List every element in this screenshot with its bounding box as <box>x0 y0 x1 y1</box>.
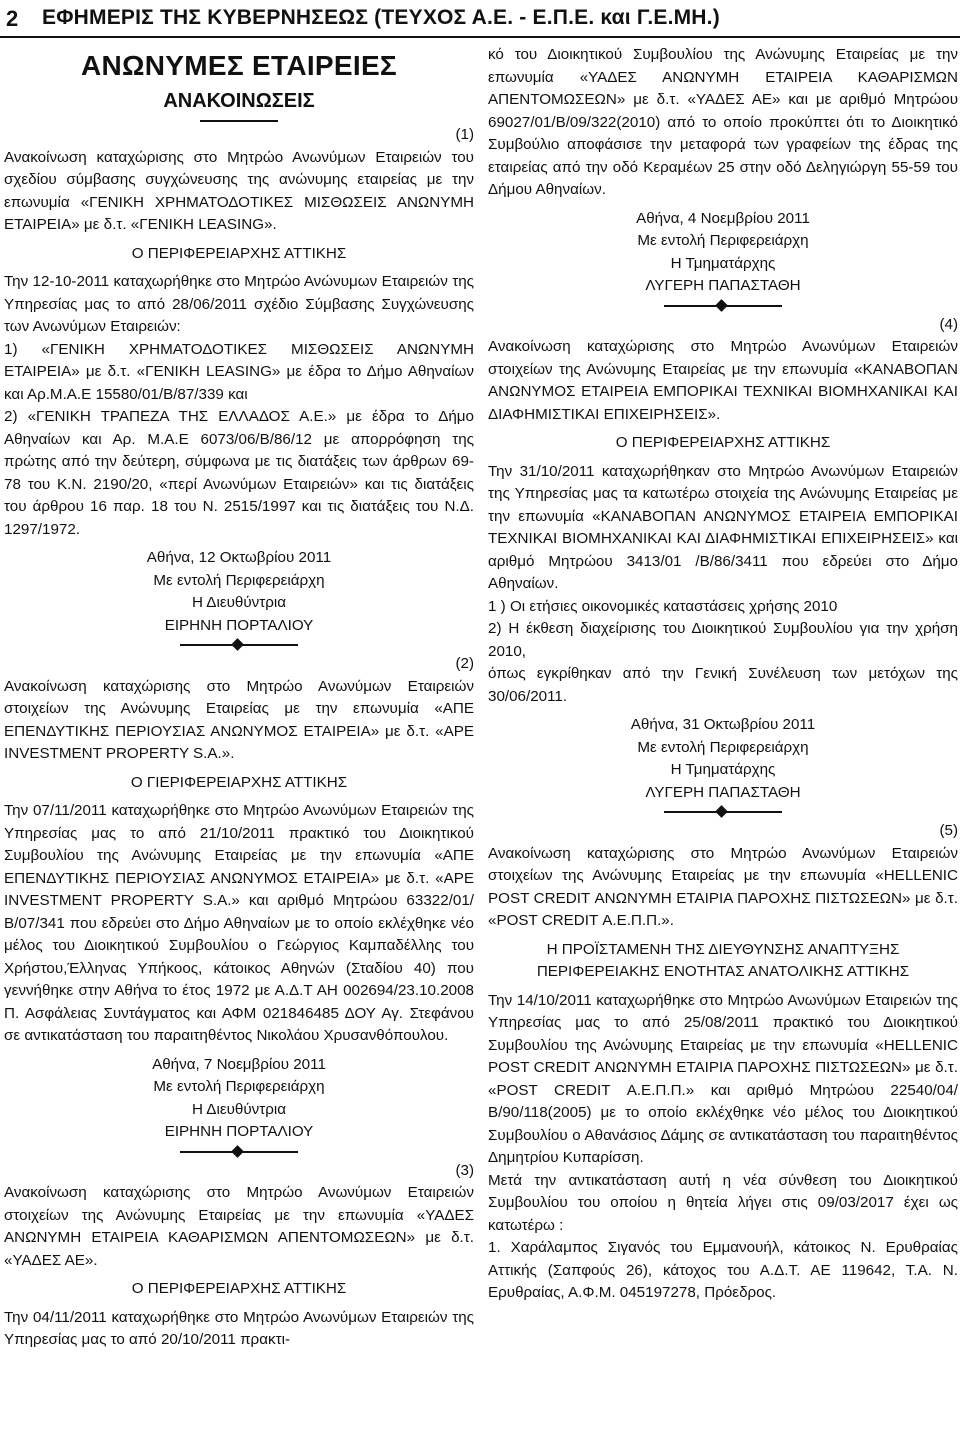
notice-3-date: Αθήνα, 4 Νοεμβρίου 2011 <box>636 209 810 227</box>
notice-1-signatory: ΕΙΡΗΝΗ ΠΟΡΤΑΛΙΟΥ <box>164 616 314 634</box>
notice-2-signatory: ΕΙΡΗΝΗ ΠΟΡΤΑΛΙΟΥ <box>164 1123 314 1140</box>
notice-2-number: (2) <box>455 655 474 672</box>
notice-5-member-1: 1. Χαράλαμπος Σιγανός του Εμμανουήλ, κάτοικος Ν. Ερυθραίας Αττικής (Σαπφούς 26), κάτοχος του Α.Δ.Τ. ΑΕ 119642, Τ.Α. Ν. Ερυθραίας, Α.Φ.Μ. 045197278, Πρόεδρος. <box>488 1239 958 1301</box>
diamond-icon <box>231 638 244 651</box>
notice-3-order: Με εντολή Περιφερειάρχη <box>637 232 809 249</box>
notice-4-item-3: όπως εγκρίθηκαν από την Γενική Συνέλευση των μετόχων της 30/06/2011. <box>488 665 958 705</box>
running-head: ΕΦΗΜΕΡΙΣ ΤΗΣ ΚΥΒΕΡΝΗΣΕΩΣ (ΤΕΥΧΟΣ Α.Ε. - Ε.Π.Ε. και Γ.Ε.ΜΗ.) <box>42 6 720 29</box>
diamond-icon <box>231 1145 244 1158</box>
left-column <box>4 44 474 1352</box>
page-header <box>0 0 960 40</box>
notice-2-authority: Ο ΓΙΕΡΙΦΕΡΕΙΑΡΧΗΣ ΑΤΤΙΚΗΣ <box>130 773 348 791</box>
notice-2-role: Η Διευθύντρια <box>191 1100 287 1118</box>
notice-5-authority-line-2: ΠΕΡΙΦΕΡΕΙΑΚΗΣ ΕΝΟΤΗΤΑΣ ΑΝΑΤΟΛΙΚΗΣ ΑΤΤΙΚΗΣ <box>536 963 910 980</box>
notice-4-number: (4) <box>939 315 958 333</box>
notice-5-number: (5) <box>939 822 958 839</box>
notice-4-date: Αθήνα, 31 Οκτωβρίου 2011 <box>630 716 816 733</box>
section-title: ΑΝΩΝΥΜΕΣ ΕΤΑΙΡΕΙΕΣ <box>80 50 398 81</box>
notice-1-item-1: 1) «ΓΕΝΙΚΗ ΧΡΗΜΑΤΟΔΟΤΙΚΕΣ ΜΙΣΘΩΣΕΙΣ ΑΝΩΝΥΜΗ ΕΤΑΙΡΕΙΑ» με δ.τ. «ΓΕΝΙΚΗ LEASING» με έδρα το Δήμο Αθηναίων και Αρ.Μ.Α.Ε 15580/01/Β/87/339 και <box>4 340 474 403</box>
page-number: 2 <box>6 6 19 31</box>
notice-4-heading: Ανακοίνωση καταχώρισης στο Μητρώο Ανωνύμων Εταιρειών στοιχείων της Ανώνυμης Εταιρείας με την επωνυμία «ΚΑΝΑΒΟΠΑΝ ΑΝΩΝΥΜΟΣ ΕΤΑΙΡΕΙΑ ΕΜΠΟΡΙΚΑΙ ΤΕΧΝΙΚΑΙ ΒΙΟΜΗΧΑΝΙΚΑΙ ΚΑΙ ΔΙΑΦΗΜΙΣΤΙΚΑΙ ΕΠΙΧΕΙΡΗΣΕΙΣ». <box>488 338 958 423</box>
notice-2-body: Την 07/11/2011 καταχωρήθηκε στο Μητρώο Ανωνύμων Εταιρειών της Υπηρεσίας μας το από 21/10/2011 πρακτικό του Διοικητικού Συμβουλίου της Ανώνυμης Εταιρείας με την επωνυμία «ΑΠΕ ΕΠΕΝΔΥΤΙΚΗΣ ΠΕΡΙΟΥΣΙΑΣ ΑΝΩΝΥΜΟΣ ΕΤΑΙΡΕΙΑ» με δ.τ. «APE INVESTMENT PROPERTY S.A.» και αριθμό Μητρώου 63322/01/Β/07/341 που εδρεύει στο Δήμο Αθηναίων με το οποίο εκλέχθηκε νέο μέλος του Διοικητικού Συμβουλίου ο Γεώργιος Καμπαδέλλης του Χρήστου,Έλληνας Υπήκοος, κάτοικος Αθηνών (Σταδίου 40) που γεννήθηκε στην Αθήνα το έτος 1972 με Α.Δ.Τ ΑΗ 002694/23.10.2008 Π. Ασφάλειας Συντάγματος και ΑΦΜ 021846485 ΔΟΥ Αγ. Στεφάνου σε αντικατάσταση του παραιτηθέντος Νικολάου Χρυσανθόπουλου. <box>4 802 474 1044</box>
notice-2-heading: Ανακοίνωση καταχώρισης στο Μητρώο Ανωνύμων Εταιρειών στοιχείων της Ανώνυμης Εταιρείας με την επωνυμία «ΑΠΕ ΕΠΕΝΔΥΤΙΚΗΣ ΠΕΡΙΟΥΣΙΑΣ ΑΝΩΝΥΜΟΣ ΕΤΑΙΡΕΙΑ» με δ.τ. «APE INVESTMENT PROPERTY S.A.». <box>4 677 474 762</box>
notice-3-heading: Ανακοίνωση καταχώρισης στο Μητρώο Ανωνύμων Εταιρειών στοιχείων της Ανώνυμης Εταιρείας με την επωνυμία «ΥΑΔΕΣ ΑΝΩΝΥΜΗ ΕΤΑΙΡΕΙΑ ΚΑΘΑΡΙΣΜΩΝ ΑΠΕΝΤΟΜΩΣΕΩΝ» με δ.τ. «ΥΑΔΕΣ ΑΕ». <box>4 1184 474 1269</box>
diamond-icon <box>715 299 728 312</box>
notice-4-order: Με εντολή Περιφερειάρχη <box>637 738 809 756</box>
notice-4-item-1: 1 ) Οι ετήσιες οικονομικές καταστάσεις χρήσης 2010 <box>488 597 838 615</box>
notice-5-heading: Ανακοίνωση καταχώρισης στο Μητρώο Ανωνύμων Εταιρειών στοιχείων της Ανώνυμης Εταιρείας με την επωνυμία «HELLENIC POST CREDIT ΑΝΩΝΥΜΗ ΕΤΑΙΡΙΑ ΠΑΡΟΧΗΣ ΠΙΣΤΩΣΕΩΝ» με δ.τ. «POST CREDIT Α.Ε.Π.Π.». <box>488 844 958 929</box>
notice-1-authority: Ο ΠΕΡΙΦΕΡΕΙΑΡΧΗΣ ΑΤΤΙΚΗΣ <box>131 244 347 262</box>
notice-4-signatory: ΛΥΓΕΡΗ ΠΑΠΑΣΤΑΘΗ <box>645 783 801 801</box>
notice-3-body-start: Την 04/11/2011 καταχωρήθηκε στο Μητρώο Ανωνύμων Εταιρειών της Υπηρεσίας μας το από 20/10/2011 πρακτι- <box>4 1308 474 1348</box>
notice-1-date: Αθήνα, 12 Οκτωβρίου 2011 <box>146 549 332 566</box>
notice-1-heading: Ανακοίνωση καταχώρισης στο Μητρώο Ανωνύμων Εταιρειών του σχεδίου σύμβασης συγχώνευσης της ανώνυμης εταιρείας με την επωνυμία «ΓΕΝΙΚΗ ΧΡΗΜΑΤΟΔΟΤΙΚΕΣ ΜΙΣΘΩΣΕΙΣ ΑΝΩΝΥΜΗ ΕΤΑΙΡΕΙΑ» με δ.τ. «ΓΕΝΙΚΗ LEASING». <box>4 148 474 233</box>
notice-3-authority: Ο ΠΕΡΙΦΕΡΕΙΑΡΧΗΣ ΑΤΤΙΚΗΣ <box>131 1280 347 1297</box>
notice-1-number: (1) <box>455 126 474 143</box>
notice-1-order: Με εντολή Περιφερειάρχη <box>153 571 325 589</box>
header-rule <box>0 36 960 38</box>
notice-divider <box>180 1146 298 1158</box>
notice-5-body-2: Μετά την αντικατάσταση αυτή η νέα σύνθεση του Διοικητικού Συμβουλίου του οποίου η θητεία λήγει στις 09/03/2017 έχει ως κατωτέρω : <box>488 1171 958 1234</box>
notice-5-authority-line-1: Η ΠΡΟΪΣΤΑΜΕΝΗ ΤΗΣ ΔΙΕΥΘΥΝΣΗΣ ΑΝΑΠΤΥΞΗΣ <box>546 940 900 958</box>
section-subtitle: ΑΝΑΚΟΙΝΩΣΕΙΣ <box>163 90 315 112</box>
notice-1-body: Την 12-10-2011 καταχωρήθηκε στο Μητρώο Ανώνυμων Εταιρειών της Υπηρεσίας μας το από 28/06/2011 σχέδιο Σύμβασης Συγχώνευσης των Ανωνύμων Εταιρειών: <box>4 273 474 335</box>
notice-divider <box>180 639 298 651</box>
subtitle-rule <box>200 120 278 122</box>
notice-2-order: Με εντολή Περιφερειάρχη <box>153 1078 325 1095</box>
notice-3-signatory: ΛΥΓΕΡΗ ΠΑΠΑΣΤΑΘΗ <box>645 277 801 294</box>
notice-4-authority: Ο ΠΕΡΙΦΕΡΕΙΑΡΧΗΣ ΑΤΤΙΚΗΣ <box>615 434 831 451</box>
notice-4-role: Η Τμηματάρχης <box>670 761 776 778</box>
right-column <box>488 44 958 1305</box>
diamond-icon <box>715 805 728 818</box>
notice-1-role: Η Διευθύντρια <box>191 594 287 611</box>
notice-4-item-2: 2) Η έκθεση διαχείρισης του Διοικητικού Συμβουλίου για την χρήση 2010, <box>488 620 958 660</box>
notice-4-body: Την 31/10/2011 καταχωρήθηκαν στο Μητρώο Ανωνύμων Εταιρειών της Υπηρεσίας μας τα κατωτέρω στοιχεία της Ανώνυμης Εταιρείας με την επωνυμία «ΚΑΝΑΒΟΠΑΝ ΑΝΩΝΥΜΟΣ ΕΤΑΙΡΕΙΑ ΕΜΠΟΡΙΚΑΙ ΤΕΧΝΙΚΑΙ ΒΙΟΜΗΧΑΝΙΚΑΙ ΚΑΙ ΔΙΑΦΗΜΙΣΤΙΚΑΙ ΕΠΙΧΕΙΡΗΣΕΙΣ» και αριθμό Μητρώου 3413/01 /Β/86/3411 που εδρεύει στο Δήμο Αθηναίων. <box>488 462 958 592</box>
notice-1-item-2: 2) «ΓΕΝΙΚΗ ΤΡΑΠΕΖΑ ΤΗΣ ΕΛΛΑΔΟΣ Α.Ε.» με έδρα το Δήμο Αθηναίων και Αρ. Μ.Α.Ε 6073/06/Β/86/12 με απορρόφηση της πρώτης από την δεύτερη, σύμφωνα με τις διατάξεις των άρθρων 69-78 του Κ.Ν. 2190/20, «περί Ανωνύμων Εταιρειών» και τις διατάξεις του άρθρου 16 παρ. 18 του Ν. 2515/1997 και τις διατάξεις του Ν.Δ. 1297/1972. <box>4 408 474 538</box>
notice-3-number: (3) <box>455 1161 474 1179</box>
notice-3-body-continued: κό του Διοικητικού Συμβουλίου της Ανώνυμης Εταιρείας με την επωνυμία «ΥΑΔΕΣ ΑΝΩΝΥΜΗ ΕΤΑΙΡΕΙΑ ΚΑΘΑΡΙΣΜΩΝ ΑΠΕΝΤΟΜΩΣΕΩΝ» με δ.τ. «ΥΑΔΕΣ ΑΕ» και με αριθμό Μητρώου 69027/01/Β/09/322(2010) από το οποίο προκύπτει ότι το Διοικητικό Συμβούλιο αποφάσισε την μεταφορά των γραφείων της έδρας της εταιρείας από την οδό Κεραμέων 25 στην οδό Δεληγιώργη 55-59 του Δήμου Αθηναίων. <box>488 46 958 198</box>
notice-2-date: Αθήνα, 7 Νοεμβρίου 2011 <box>152 1055 326 1073</box>
notice-5-body: Την 14/10/2011 καταχωρήθηκε στο Μητρώο Ανωνύμων Εταιρειών της Υπηρεσίας μας το από 25/08/2011 πρακτικό του Διοικητικού Συμβουλίου της Ανώνυμης Εταιρείας με την επωνυμία «HELLENIC POST CREDIT ΑΝΩΝΥΜΗ ΕΤΑΙΡΙΑ ΠΑΡΟΧΗΣ ΠΙΣΤΩΣΕΩΝ» με δ.τ. «POST CREDIT Α.Ε.Π.Π.» και αριθμό Μητρώου 22540/04/Β/90/118(2005) με το οποίο εκλέχθηκε νέο μέλος του Διοικητικού Συμβουλίου ο Αθανάσιος Δάμης σε αντικατάσταση του παραιτηθέντος Δημητρίου Κυπαρίσση. <box>488 991 958 1166</box>
notice-divider <box>664 300 782 312</box>
notice-divider <box>664 806 782 818</box>
notice-3-role: Η Τμηματάρχης <box>670 254 776 272</box>
